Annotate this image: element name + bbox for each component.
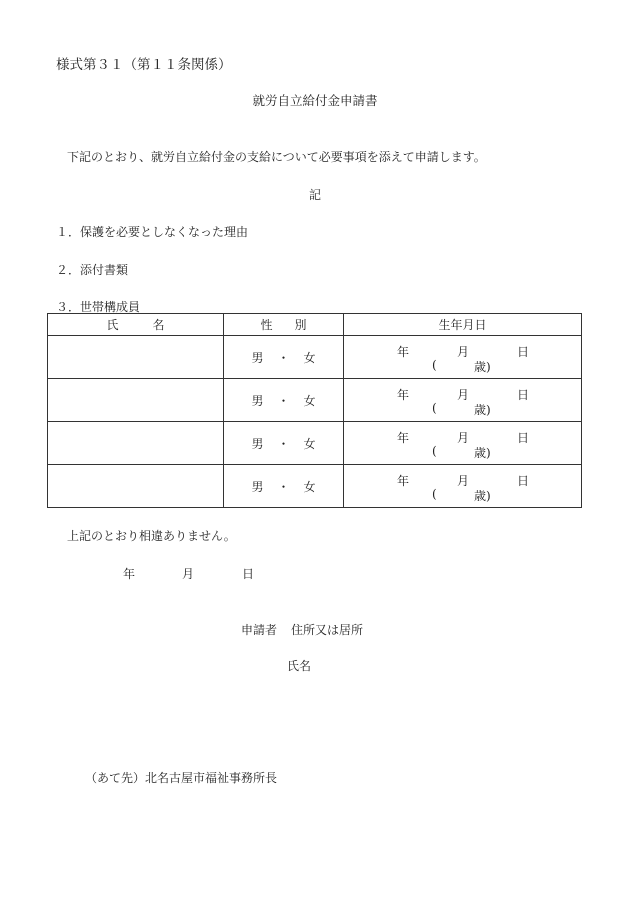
- sex-female[interactable]: 女: [303, 393, 316, 408]
- sex-cell[interactable]: 男 ・ 女: [224, 422, 344, 465]
- dob-cell[interactable]: 年 月 日 ( 歳): [344, 422, 582, 465]
- table-row: [48, 465, 582, 508]
- table-row: [48, 336, 582, 379]
- document-title: 就労自立給付金申請書: [252, 93, 378, 108]
- sex-female[interactable]: 女: [303, 479, 316, 494]
- table-row: [48, 379, 582, 422]
- dob-cell[interactable]: 年 月 日 ( 歳): [344, 465, 582, 508]
- item-attachments: ２．添付書類: [56, 263, 129, 277]
- name-cell[interactable]: [48, 465, 224, 508]
- sex-female[interactable]: 女: [303, 350, 316, 365]
- header-dob: 生年月日: [344, 314, 582, 336]
- item-household-members: ３．世帯構成員: [56, 300, 141, 314]
- confirmation-text: 上記のとおり相違ありません。: [67, 529, 236, 543]
- table-row: [48, 422, 582, 465]
- addressee: （あて先）北名古屋市福祉事務所長: [85, 771, 278, 785]
- form-number: 様式第３１（第１１条関係）: [56, 57, 232, 73]
- sex-male[interactable]: 男: [251, 479, 264, 494]
- dob-cell[interactable]: 年 月 日 ( 歳): [344, 336, 582, 379]
- household-members-table: [47, 313, 582, 508]
- sex-cell[interactable]: 男 ・ 女: [224, 465, 344, 508]
- sex-female[interactable]: 女: [303, 436, 316, 451]
- applicant-label: 申請者: [241, 623, 278, 637]
- applicant-name-label: 氏名: [287, 659, 312, 673]
- name-cell[interactable]: [48, 379, 224, 422]
- address-label: 住所又は居所: [291, 623, 364, 637]
- date-day: 日: [242, 567, 255, 581]
- sex-male[interactable]: 男: [251, 350, 264, 365]
- header-sex: 性 別: [224, 314, 344, 336]
- sex-cell[interactable]: 男 ・ 女: [224, 336, 344, 379]
- sex-male[interactable]: 男: [251, 393, 264, 408]
- applicant-address-line[interactable]: [241, 621, 363, 638]
- date-month: 月: [182, 567, 195, 581]
- header-name: 氏 名: [48, 314, 224, 336]
- sex-male[interactable]: 男: [251, 436, 264, 451]
- name-cell[interactable]: [48, 336, 224, 379]
- dob-cell[interactable]: 年 月 日 ( 歳): [344, 379, 582, 422]
- table-header-row: [48, 314, 582, 336]
- date-year: 年: [123, 567, 136, 581]
- ki-heading: 記: [308, 188, 321, 202]
- name-cell[interactable]: [48, 422, 224, 465]
- item-reason: １．保護を必要としなくなった理由: [56, 225, 249, 239]
- sex-cell[interactable]: 男 ・ 女: [224, 379, 344, 422]
- intro-text: 下記のとおり、就労自立給付金の支給について必要事項を添えて申請します。: [67, 150, 486, 164]
